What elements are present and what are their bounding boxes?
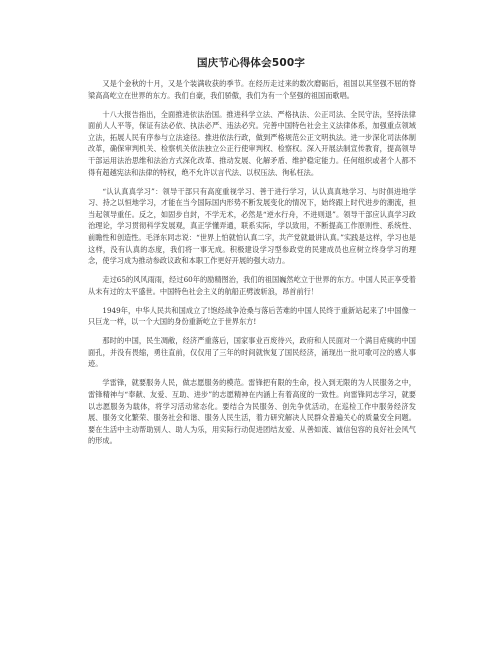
paragraph-6: 那时的中国，民生凋敝，经济严重落后，国家事业百废待兴，政府和人民面对一个满目疮痍的中国面孔，并没有畏缩，勇往直前，仅仅用了三年的时间就恢复了国民经济，涌现出一批可歌可泣的感人事迹。 <box>88 336 416 369</box>
paragraph-3: “认认真真学习”：领导干部只有高度重视学习、善于进行学习，认认真真地学习、与时俱进地学习、持之以恒地学习，才能在当今国际国内形势不断发展变化的情况下，始终跟上时代进步的潮流，担当起领导重任。反之，如固步自封，不学无术，必然是“逆水行舟，不进则退”。领导干部应认真学习政治理论，学习贯彻科学发展观，真正学懂弄通，联系实际，学以致用，不断提高工作原则性、系统性、前瞻性和创造性。毛泽东同志说：“世界上怕就怕认真二字，共产党就最讲认真。”实践是这样，学习也是这样，没有认真的态度，我们将一事无成。积极建设学习型参政党的民建成员也应树立终身学习的理念，使学习成为推动参政议政和本职工作更好开展的强大动力。 <box>88 186 416 266</box>
paragraph-5: 1949年，中华人民共和国成立了!饱经战争沧桑与落后苦难的中国人民终于重新站起来了!中国像一只巨龙一样，以一个大国的身份重新屹立于世界东方! <box>88 305 416 327</box>
paragraph-7: 学雷锋，就要服务人民，做志愿服务的模范。雷锋把有限的生命，投入到无限的为人民服务之中，雷锋精神与“奉献、友爱、互助、进步”的志愿精神在内涵上有着高度的一致性。向雷锋同志学习，就要以志愿服务为载体，将学习活动常态化。要结合为民服务、创先争优活动，在巡检工作中服务经济发展、服务文化繁荣、服务社会和谐、服务人民生活，着力研究解决人民群众普遍关心的质量安全问题。要在生活中主动帮助别人、助人为乐，用实际行动促进团结友爱、从善如流、诚信包容的良好社会风气的形成。 <box>88 378 416 446</box>
paragraph-2: 十八大报告指出，全面推进依法治国。推进科学立法、严格执法、公正司法、全民守法，坚持法律面前人人平等，保证有法必依、执法必严、违法必究。完善中国特色社会主义法律体系，加强重点领域立法，拓展人民有序参与立法途径。推进依法行政，做到严格规范公正文明执法。进一步深化司法体制改革，确保审判机关、检察机关依法独立公正行使审判权、检察权。深入开展法制宣传教育，提高领导干部运用法治思维和法治方式深化改革、推动发展、化解矛盾、维护稳定能力。任何组织或者个人都不得有超越宪法和法律的特权，绝不允许以言代法、以权压法、徇私枉法。 <box>88 109 416 177</box>
paragraph-4: 走过65的风风雨雨，经过60年的励精图治，我们的祖国巍然屹立于世界的东方。中国人民正享受着从未有过的太平盛世。中国特色社会主义的航船正劈波斩浪，昂首前行！ <box>88 275 416 296</box>
page-title: 国庆节心得体会500字 <box>196 57 306 69</box>
article-body <box>88 78 416 454</box>
paragraph-1: 又是个金秋的十月，又是个装满收获的季节。在经历走过来的数次磨砺后，祖国以其坚强不屈的脊梁高高屹立在世界的东方。我们自豪，我们骄傲，我们为有一个坚强的祖国而歌唱。 <box>88 79 416 100</box>
